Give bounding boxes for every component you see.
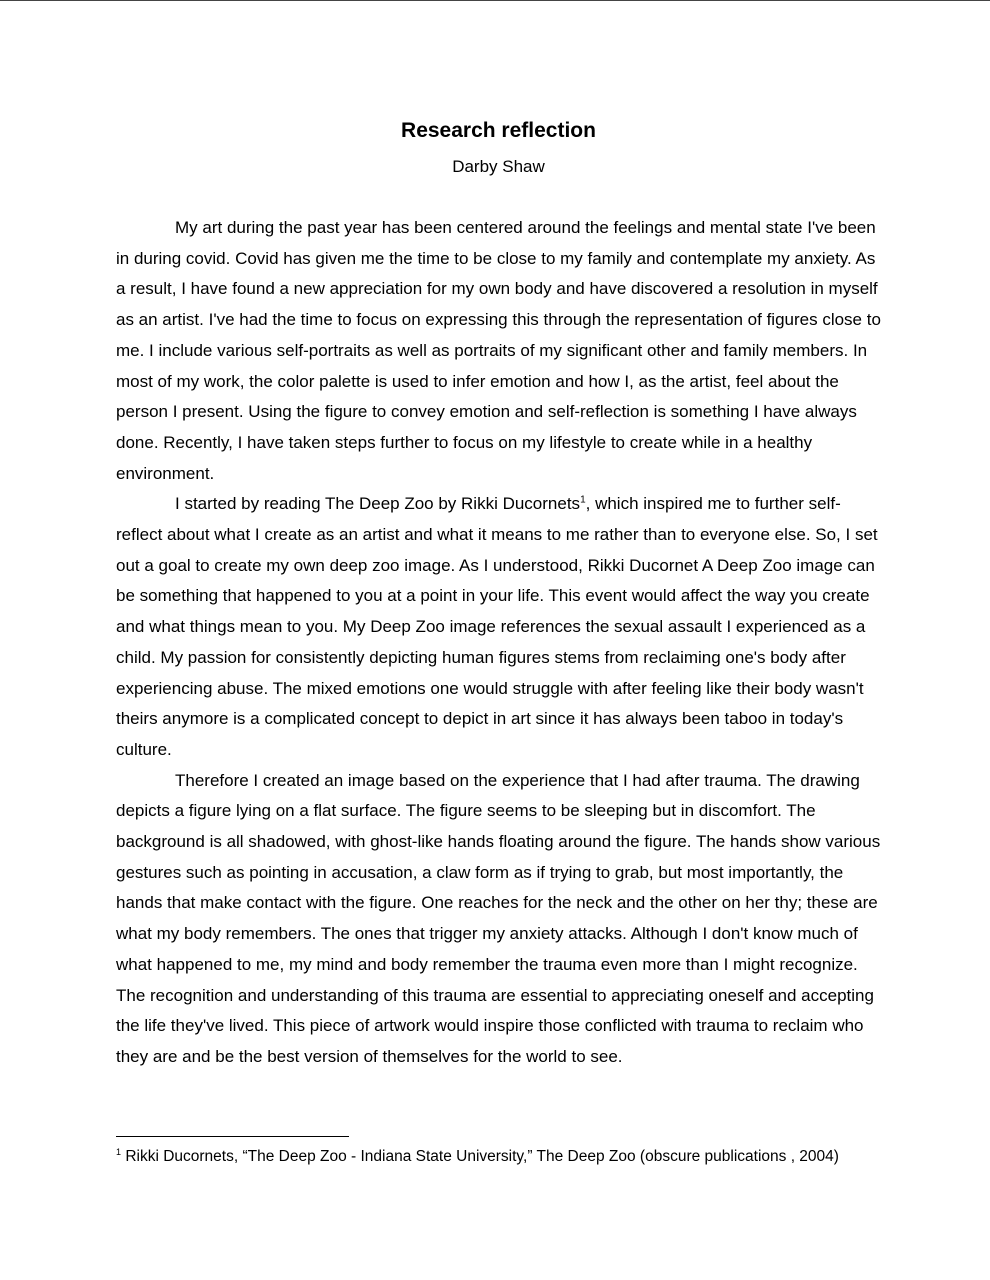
document-title: Research reflection — [401, 119, 596, 142]
paragraph-3: Therefore I created an image based on the experience that I had after trauma. The drawing depicts a figure lying on a flat surface. The figure seems to be sleeping but in discomfort. The background is all shadowed, with ghost-like hands floating around the figure. The hands show various gestures such as pointing in accusation, a claw form as if trying to grab, but most importantly, the hands that make contact with the figure. One reaches for the neck and the other on her thy; these are what my body remembers. The ones that trigger my anxiety attacks. Although I don't know much of what happened to me, my mind and body remember the trauma even more than I might recognize. The recognition and understanding of this trauma are essential to appreciating oneself and accepting the life they've lived. This piece of artwork would inspire those conflicted with trauma to reclaim who they are and be the best version of themselves for the world to see. — [116, 770, 881, 1066]
page-top-border — [0, 0, 990, 1]
document-body — [116, 213, 881, 1073]
paragraph-2-lead: I started by reading The Deep Zoo by Rikki Ducornets — [175, 494, 581, 514]
document-author: Darby Shaw — [452, 157, 545, 176]
paragraph-2-rest: , which inspired me to further self-reflect about what I create as an artist and what it means to me rather than to everyone else. So, I set out a goal to create my own deep zoo image. As I understood, Rikki Ducornet A Deep Zoo image can be something that happened to you at a point in your life. This event would affect the way you create and what things mean to you. My Deep Zoo image references the sexual assault I experienced as a child. My passion for consistently depicting human figures stems from reclaiming one's body after experiencing abuse. The mixed emotions one would struggle with after feeling like their body wasn't theirs anymore is a complicated concept to depict in art since it has always been taboo in today's culture. — [116, 494, 878, 759]
footnote-mark: 1 — [116, 1146, 122, 1157]
footnote-separator — [116, 1136, 349, 1137]
footnote — [116, 1146, 896, 1168]
footnote-reference[interactable]: 1 — [580, 494, 586, 506]
footnote-text: Rikki Ducornets, “The Deep Zoo - Indiana State University,” The Deep Zoo (obscure publications , 2004) — [121, 1148, 839, 1165]
paragraph-2 — [116, 489, 881, 765]
paragraph-1: My art during the past year has been centered around the feelings and mental state I've been in during covid. Covid has given me the time to be close to my family and contemplate my anxiety. As a result, I have found a new appreciation for my own body and have discovered a resolution in myself as an artist. I've had the time to focus on expressing this through the representation of figures close to me. I include various self-portraits as well as portraits of my significant other and family members. In most of my work, the color palette is used to infer emotion and how I, as the artist, feel about the person I present. Using the figure to convey emotion and self-reflection is something I have always done. Recently, I have taken steps further to focus on my lifestyle to create while in a healthy environment. — [116, 218, 881, 483]
